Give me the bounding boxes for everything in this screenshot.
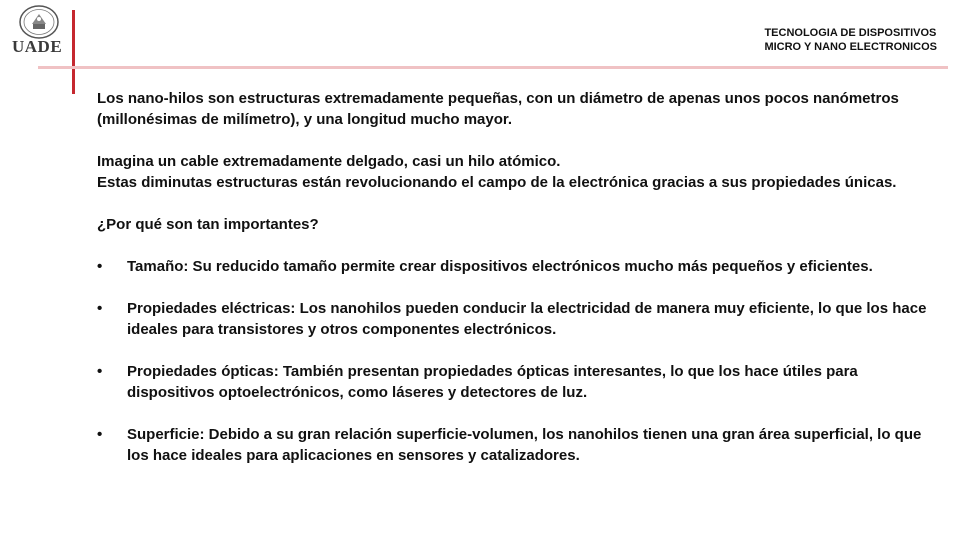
bullet-text: Tamaño: Su reducido tamaño permite crear dispositivos electrónicos mucho más pequeños y eficientes. bbox=[127, 258, 873, 275]
bullet-item-optical bbox=[97, 361, 932, 403]
course-title-line-1: TECNOLOGIA DE DISPOSITIVOS bbox=[764, 27, 937, 39]
bullet-item-electrical bbox=[97, 298, 932, 340]
slide-content bbox=[97, 88, 932, 466]
revolution-line: Estas diminutas estructuras están revolucionando el campo de la electrónica gracias a sus propiedades únicas. bbox=[97, 174, 897, 191]
course-title bbox=[764, 26, 937, 54]
analogy-line: Imagina un cable extremadamente delgado, casi un hilo atómico. bbox=[97, 153, 561, 170]
bullet-dot: • bbox=[97, 363, 103, 380]
bullet-text: Propiedades ópticas: También presentan propiedades ópticas interesantes, lo que los hace útiles para dispositivos optoelectrónicos, como láseres y detectores de luz. bbox=[127, 363, 858, 401]
logo-text: UADE bbox=[12, 37, 63, 56]
course-title-line-2: MICRO Y NANO ELECTRONICOS bbox=[764, 41, 937, 53]
bullet-dot: • bbox=[97, 258, 103, 275]
bullet-dot: • bbox=[97, 300, 103, 317]
header-horizontal-rule bbox=[38, 66, 948, 69]
bullet-item-size bbox=[97, 256, 932, 277]
uade-logo bbox=[10, 4, 68, 60]
question-heading: ¿Por qué son tan importantes? bbox=[97, 216, 319, 233]
header-vertical-rule bbox=[72, 10, 75, 94]
intro-paragraph: Los nano-hilos son estructuras extremadamente pequeñas, con un diámetro de apenas unos pocos nanómetros (millonésimas de milímetro), y una longitud mucho mayor. bbox=[97, 90, 899, 128]
bullet-text: Propiedades eléctricas: Los nanohilos pueden conducir la electricidad de manera muy eficiente, lo que los hace ideales para transistores y otros componentes electrónicos. bbox=[127, 300, 927, 338]
bullet-item-surface bbox=[97, 424, 932, 466]
university-seal-icon bbox=[18, 4, 60, 40]
bullet-dot: • bbox=[97, 426, 103, 443]
bullet-text: Superficie: Debido a su gran relación superficie-volumen, los nanohilos tienen una gran área superficial, lo que los hace ideales para aplicaciones en sensores y catalizadores. bbox=[127, 426, 922, 464]
